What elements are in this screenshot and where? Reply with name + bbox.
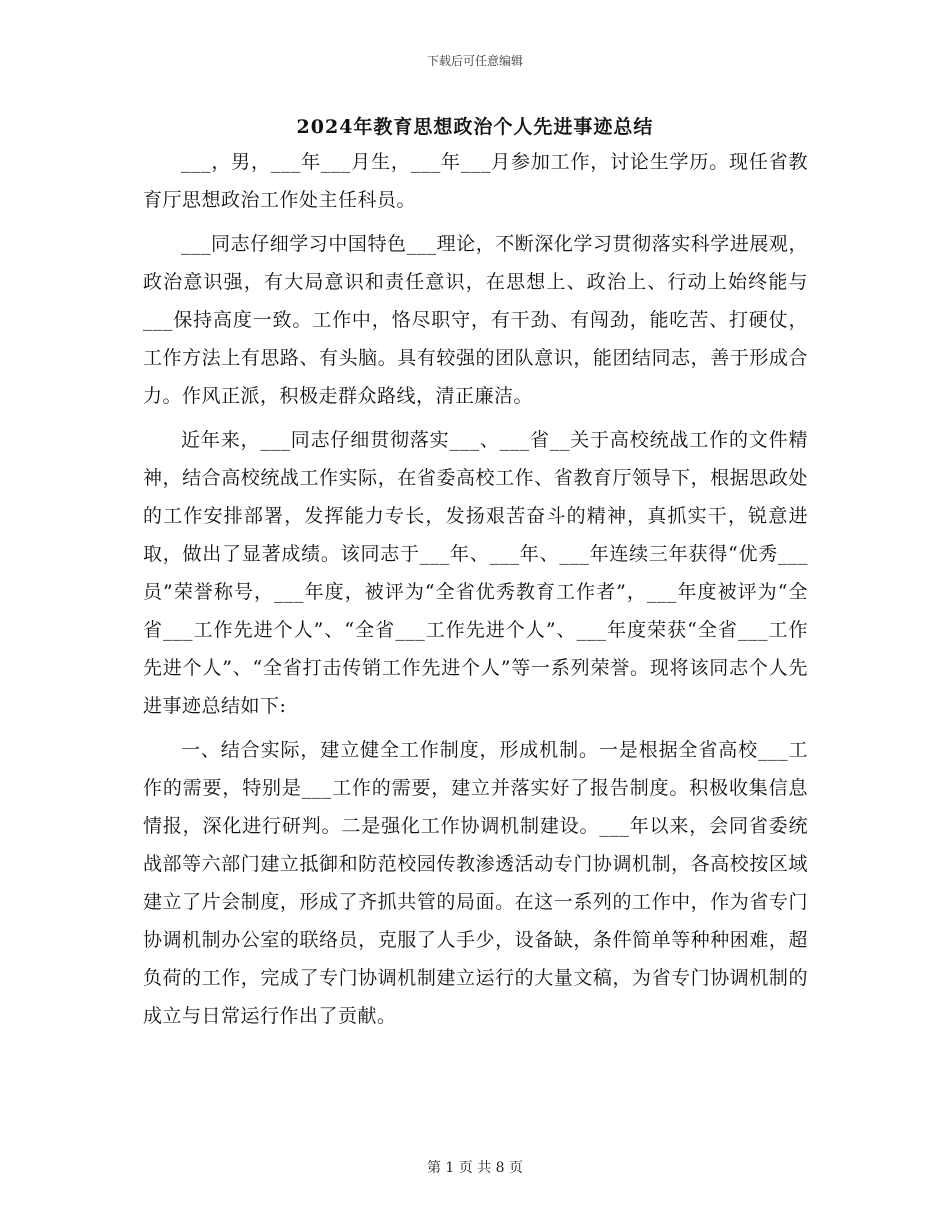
page-number: 第 1 页 共 8 页 bbox=[426, 1160, 524, 1176]
header-note: 下载后可任意编辑 bbox=[426, 54, 523, 68]
paragraph-section-one: 一、结合实际，建立健全工作制度，形成机制。一是根据全省高校___工作的需要，特别是___工作的需要，建立并落实好了报告制度。积极收集信息情报，深化进行研判。二是强化工作协调机制建设。___年以来，会同省委统战部等六部门建立抵御和防范校园传教渗透活动专门协调机制，各高校按区域建立了片会制度，形成了齐抓共管的局面。在这一系列的工作中，作为省专门协调机制办公室的联络员，克服了人手少，设备缺，条件简单等种种困难，超负荷的工作，完成了专门协调机制建立运行的大量文稿，为省专门协调机制的成立与日常运行作出了贡献。 bbox=[143, 739, 808, 1027]
paragraph-intro: ___，男，___年___月生，___年___月参加工作，讨论生学历。现任省教育厅思想政治工作处主任科员。 bbox=[143, 151, 808, 211]
paragraph-qualities: ___同志仔细学习中国特色___理论，不断深化学习贯彻落实科学进展观，政治意识强，有大局意识和责任意识，在思想上、政治上、行动上始终能与___保持高度一致。工作中，恪尽职守，有干劲、有闯劲，能吃苦、打硬仗，工作方法上有思路、有头脑。具有较强的团队意识，能团结同志，善于形成合力。作风正派，积极走群众路线，清正廉洁。 bbox=[143, 233, 808, 407]
document-body bbox=[143, 143, 808, 1041]
document-title: 2024年教育思想政治个人先进事迹总结 bbox=[296, 116, 654, 138]
paragraph-achievements: 近年来，___同志仔细贯彻落实___、___省__关于高校统战工作的文件精神，结合高校统战工作实际，在省委高校工作、省教育厅领导下，根据思政处的工作安排部署，发挥能力专长，发扬艰苦奋斗的精神，真抓实干，锐意进取，做出了显著成绩。该同志于___年、___年、___年连续三年获得“优秀___员”荣誉称号，___年度，被评为“全省优秀教育工作者”，___年度被评为“全省___工作先进个人”、“全省___工作先进个人”、___年度荣获“全省___工作先进个人”、“全省打击传销工作先进个人”等一系列荣誉。现将该同志个人先进事迹总结如下: bbox=[143, 429, 808, 717]
